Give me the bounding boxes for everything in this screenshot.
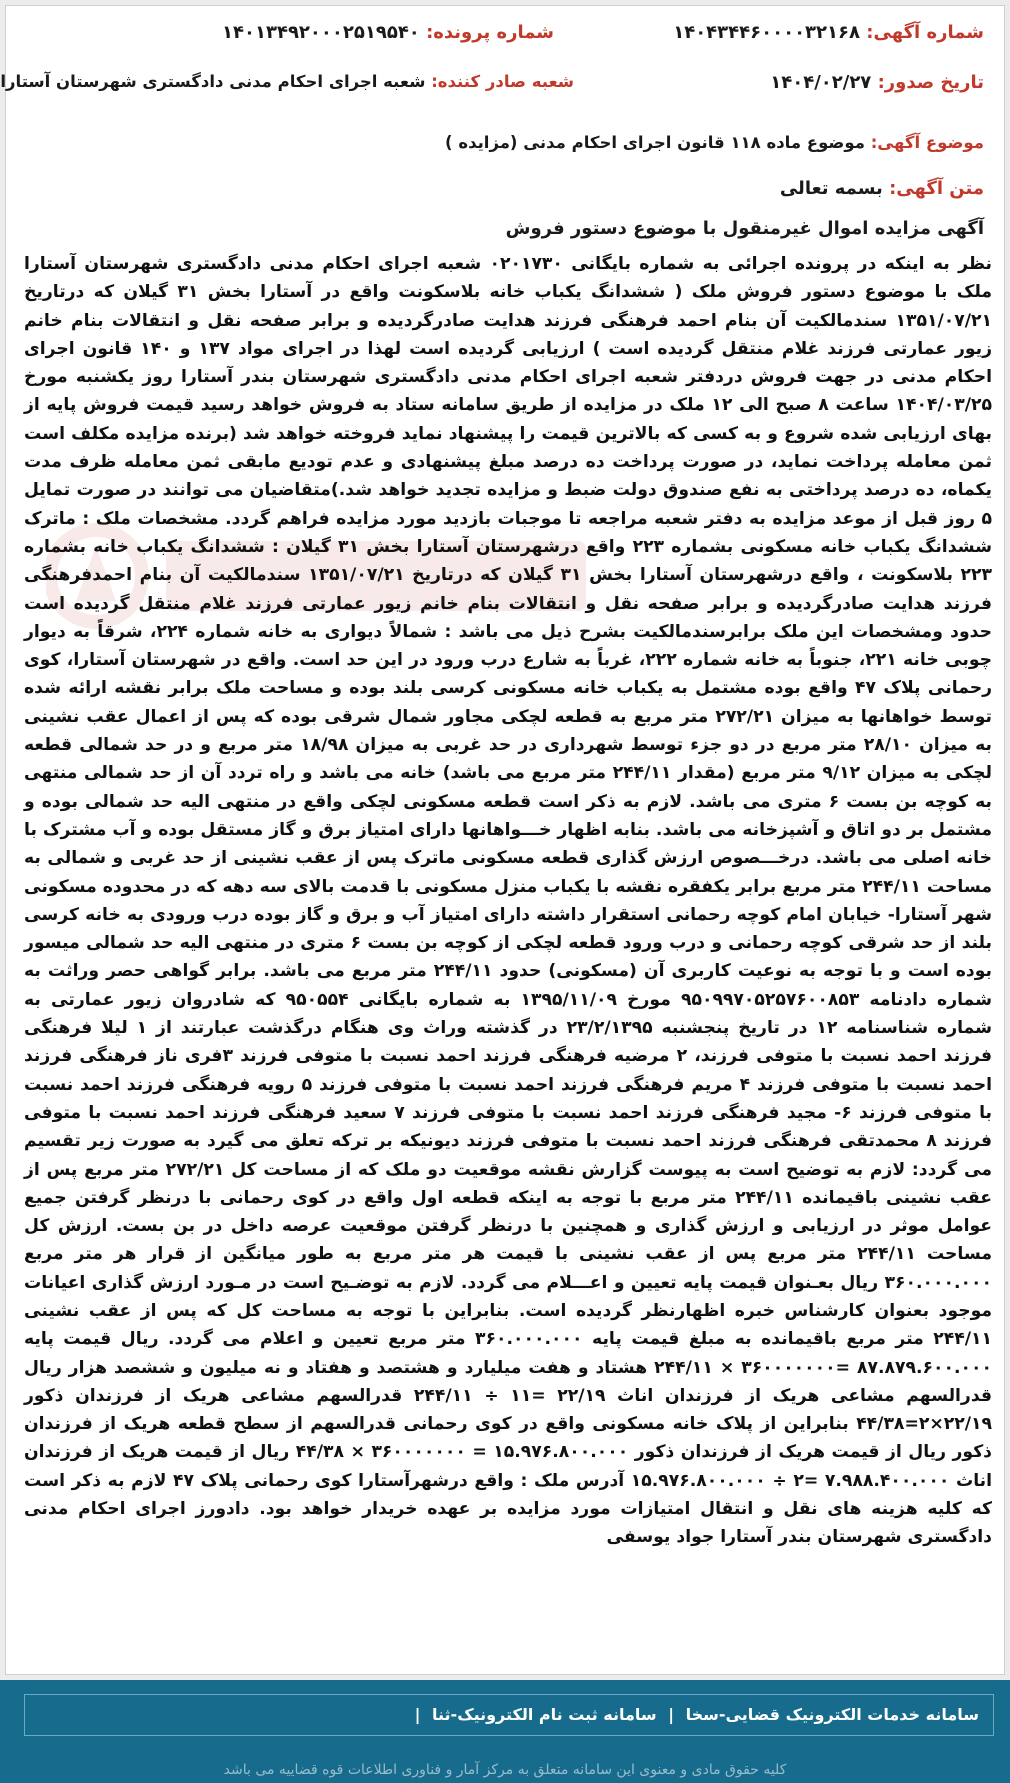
footer-copyright: کلیه حقوق مادی و معنوی این سامانه متعلق به مرکز آمار و فناوری اطلاعات قوه قضاییه می باشد [223,1762,787,1778]
case-number-label: شماره پرونده: [426,22,554,43]
notice-text-label: متن آگهی: [889,178,984,199]
footer-link-sana[interactable]: سامانه ثبت نام الکترونیک-ثنا [432,1705,657,1724]
issuing-branch-label: شعبه صادر کننده: [431,72,574,91]
notice-title: آگهی مزایده اموال غیرمنقول با موضوع دستور فروش [505,218,984,239]
notice-body: نظر به اینکه در پرونده اجرائی به شماره بایگانی ۰۲۰۱۷۳۰ شعبه اجرای احکام مدنی دادگستری شهرستان آستارا ملک با موضوع دستور فروش ملک ( ششدانگ یکباب خانه بلاسکونت واقع در آستارا بخش ۳۱ گیلان که درتاریخ ۱۳۵۱/۰۷/۲۱ سندمالکیت آن بنام احمد فرهنگی فرزند هدایت صادرگردیده و برابر صفحه نقل و انتقالات بنام خانم زیور عمارتی فرزند غلام منتقل گردیده است ) ارزیابی گردیده است لهذا در اجرای مواد ۱۳۷ و ۱۴۰ قانون اجرای احکام مدنی در جهت فروش دردفتر شعبه اجرای احکام مدنی دادگستری شهرستان بندر آستارا روز یکشنبه مورخ ۱۴۰۴/۰۳/۲۵ ساعت ۸ صبح الی ۱۲ ملک در مزایده از طریق سامانه ستاد به فروش خواهد رسید قیمت فروش پایه از بهای ارزیابی شده شروع و به کسی که بالاترین قیمت را پیشنهاد نماید فروخته خواهد شد (برنده مزایده مکلف است ثمن معامله پرداخت نماید، در صورت پرداخت ده درصد مبلغ پیشنهادی و عدم تودیع مابقی ثمن معامله ظرف مدت یکماه، ده درصد پرداختی به نفع صندوق دولت ضبط و مزایده تجدید خواهد شد.)متقاضیان می توانند در صورت تمایل ۵ روز قبل از موعد مزایده به دفتر شعبه مراجعه تا موجبات بازدید مورد مزایده فراهم گردد. مشخصات ملک : ماترک ششدانگ یکباب خانه مسکونی بشماره ۲۲۳ واقع درشهرستان آستارا بخش ۳۱ گیلان : ششدانگ یکباب خانه بشماره ۲۲۳ بلاسکونت ، واقع درشهرستان آستارا بخش ۳۱ گیلان که درتاریخ ۱۳۵۱/۰۷/۲۱ سندمالکیت آن بنام احمدفرهنگی فرزند هدایت صادرگردیده و برابر صفحه نقل و انتقالات بنام خانم زیور عمارتی فرزند غلام منتقل گردیده است حدود ومشخصات این ملک برابرسندمالکیت بشرح ذیل می باشد : شمالاً دیواری به خانه شماره ۲۲۴، شرقاً به دیوار چوبی خانه ۲۲۱، جنوباً به خانه شماره ۲۲۲، غرباً به شارع درب ورود در این حد است. واقع در شهرستان آستارا، کوی رحمانی پلاک ۴۷ واقع بوده مشتمل به یکباب خانه مسکونی کرسی بلند بوده و مساحت ملک برابر نقشه ارائه شده توسط خواهانها به میزان ۲۷۲/۲۱ متر مربع به قطعه لچکی مجاور شمال شرقی بوده که پس از اعمال عقب نشینی به میزان ۲۸/۱۰ متر مربع در دو جزء توسط شهرداری در حد غربی به میزان ۱۸/۹۸ متر مربع و در حد شمالی قطعه لچکی به میزان ۹/۱۲ متر مربع (مقدار ۲۴۴/۱۱ متر مربع می باشد) خانه می باشد و راه تردد آن از حد شمالی منتهی به کوچه بن بست ۶ متری می باشد. لازم به ذکر است قطعه مسکونی لچکی واقع در منتهی الیه حد شمالی بوده و مشتمل بر دو اتاق و آشپزخانه می باشد. بنابه اظهار خـــواهانها دارای امتیاز برق و گاز مستقل بوده و آب مشترک با خانه اصلی می باشد. درخـــصوص ارزش گذاری قطعه مسکونی ماترک پس از عقب نشینی از حد غربی و شمالی به مساحت ۲۴۴/۱۱ متر مربع برابر یکفقره نقشه با یکباب منزل مسکونی با قدمت بالای سه دهه که در محدوده مسکونی شهر آستارا- خیابان امام کوچه رحمانی استقرار داشته دارای امتیاز آب و برق و گاز بوده درب ورودی به خانه کرسی بلند از حد شرقی کوچه رحمانی و درب ورود قطعه لچکی از کوچه بن بست ۶ متری در منتهی الیه حد شمالی میسور بوده است و با توجه به نوعیت کاربری آن (مسکونی) حدود ۲۴۴/۱۱ متر مربع می باشد. برابر گواهی حصر وراثت به شماره دادنامه ۹۵۰۹۹۷۰۵۲۵۷۶۰۰۸۵۳ مورخ ۱۳۹۵/۱۱/۰۹ به شماره بایگانی ۹۵۰۵۵۴ که شادروان زیور عمارتی به شماره شناسنامه ۱۲ در تاریخ پنجشنبه ۲۳/۲/۱۳۹۵ در گذشته وراث وی هنگام درگذشت عبارتند از ۱ لیلا فرهنگی فرزند احمد نسبت با متوفی فرزند، ۲ مرضیه فرهنگی فرزند احمد نسبت با متوفی فرزند ۳فری ناز فرهنگی فرزند احمد نسبت با متوفی فرزند ۴ مریم فرهنگی فرزند احمد نسبت با متوفی فرزند ۵ رویه فرهنگی فرزند احمد نسبت با متوفی فرزند ۶- مجید فرهنگی فرزند احمد نسبت با متوفی فرزند ۷ سعید فرهنگی فرزند احمد نسبت با متوفی فرزند ۸ محمدتقی فرهنگی فرزند احمد نسبت با متوفی فرزند دیونیکه بر ترکه تعلق می گیرد به صورت زیر تقسیم می گردد: لازم به توضیح است به پیوست گزارش نقشه موقعیت دو ملک که از مساحت کل ۲۷۲/۲۱ متر مربع پس از عقب نشینی باقیمانده ۲۴۴/۱۱ متر مربع با توجه به اینکه قطعه اول واقع در کوی رحمانی با درنظر گرفتن جمیع عوامل موثر در ارزیابی و ارزش گذاری و همچنین با درنظر گرفتن موقعیت عرصه داخل در بن بست. ارزش کل مساحت ۲۴۴/۱۱ متر مربع پس از عقب نشینی با قیمت هر متر مربع به طور میانگین از قرار هر متر مربع ۳۶۰.۰۰۰.۰۰۰ ریال بعـنوان قیمت پایه تعیین و اعـــلام می گردد. لازم به توضـیح است در مـورد ارزش گذاری اعیانات موجود بعنوان کارشناس خبره اظهارنظر گردیده است. بنابراین با توجه به مساحت کل که پس از عقب نشینی ۲۴۴/۱۱ متر مربع باقیمانده به مبلغ قیمت پایه ۳۶۰.۰۰۰.۰۰۰ متر مربع تعیین و اعلام می گردد. ریال قیمت پایه ۸۷.۸۷۹.۶۰۰.۰۰۰ =۳۶۰۰۰۰۰۰۰ × ۲۴۴/۱۱ هشتاد و هفت میلیارد و هشتصد و هفتاد و نه میلیون و ششصد هزار ریال قدرالسهم مشاعی هریک از فرزندان اناث ۲۲/۱۹ =۱۱ ÷ ۲۴۴/۱۱ قدرالسهم مشاعی هریک از فرزندان ذکور ۲۲/۱۹×۲=۴۴/۳۸ بنابراین از پلاک خانه مسکونی واقع در کوی رحمانی قدرالسهم از سطح قطعه هریک از فرزندان ذکور ریال از قیمت هریک از فرزندان ذکور ۱۵.۹۷۶.۸۰۰.۰۰۰ = ۳۶۰۰۰۰۰۰۰ × ۴۴/۳۸ ریال از قیمت هریک از فرزندان اناث ۷.۹۸۸.۴۰۰.۰۰۰ =۲ ÷ ۱۵.۹۷۶.۸۰۰.۰۰۰ آدرس ملک : واقع درشهرآستارا کوی رحمانی پلاک ۴۷ لازم به ذکر است که کلیه هزینه های نقل و انتقال امتیازات مورد مزایده بر عهده خریدار خواهد بود. دادورز اجرای احکام مدنی دادگستری شهرستان بندر آستارا جواد یوسفی [24,254,993,1548]
notice-number-value: ۱۴۰۴۳۴۴۶۰۰۰۰۳۲۱۶۸ [673,22,860,43]
footer-separator: | [668,1705,675,1724]
notice-subject [445,133,984,152]
notice-number-label: شماره آگهی: [866,22,984,43]
notice-opening: بسمه تعالی [779,178,883,199]
notice-subject-value: موضوع ماده ۱۱۸ قانون اجرای احکام مدنی (مزایده ) [445,133,865,152]
footer-separator-end: | [414,1705,421,1724]
notice-number [673,22,984,43]
issuing-branch-value: شعبه اجرای احکام مدنی دادگستری شهرستان آستارا [0,72,426,91]
issue-date-label: تاریخ صدور: [877,72,984,93]
issue-date [770,72,984,93]
issuing-branch [0,72,574,91]
notice-subject-label: موضوع آگهی: [870,133,984,152]
site-footer [0,1680,1010,1783]
issue-date-value: ۱۴۰۴/۰۲/۲۷ [770,72,872,93]
case-number-value: ۱۴۰۱۳۴۹۲۰۰۰۲۵۱۹۵۴۰ [222,22,420,43]
notice-text-header [780,178,984,199]
case-number [222,22,554,43]
footer-links [24,1694,994,1736]
notice-page [0,5,1005,1675]
footer-link-sakha[interactable]: سامانه خدمات الکترونیک قضایی-سخا [685,1705,979,1724]
